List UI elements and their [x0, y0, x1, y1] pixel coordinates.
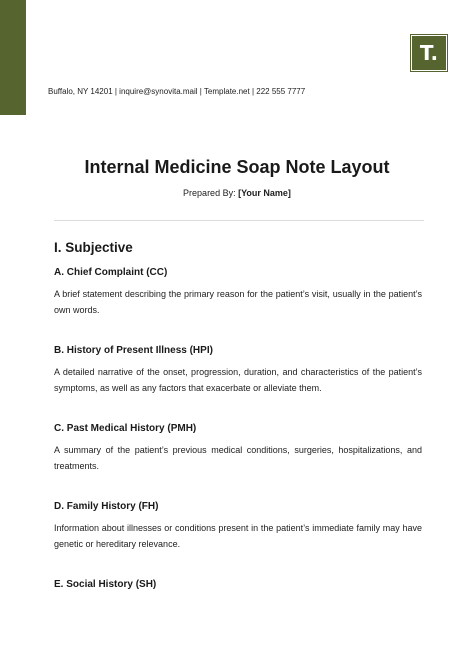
- contact-info: Buffalo, NY 14201 | inquire@synovita.mail | Template.net | 222 555 7777: [48, 87, 306, 96]
- prepared-by-label: Prepared By:: [183, 188, 236, 198]
- document-title: Internal Medicine Soap Note Layout: [84, 157, 390, 177]
- subsection-title-chief-complaint: A. Chief Complaint (CC): [54, 267, 168, 278]
- prepared-by: [0, 188, 474, 198]
- subsection-title-social-history: E. Social History (SH): [54, 579, 157, 590]
- subsection-text-chief-complaint: A brief statement describing the primary reason for the patient’s visit, usually in the patient’s own words.: [54, 289, 422, 315]
- header-divider: [54, 220, 424, 221]
- side-accent-bar: [0, 0, 26, 115]
- subsection-text-pmh: A summary of the patient’s previous medical conditions, surgeries, hospitalizations, and treatments.: [54, 445, 422, 471]
- document-body: [54, 240, 422, 599]
- subsection-text-family-history: Information about illnesses or conditions present in the patient’s immediate family may have genetic or hereditary relevance.: [54, 523, 422, 549]
- logo-letter: T.: [419, 41, 439, 65]
- prepared-by-value: [Your Name]: [238, 188, 291, 198]
- template-logo: [411, 35, 447, 71]
- subsection-text-hpi: A detailed narrative of the onset, progression, duration, and characteristics of the patient’s symptoms, as well as any factors that exacerbate or alleviate them.: [54, 367, 422, 393]
- section-title: I. Subjective: [54, 240, 133, 255]
- subsection-title-family-history: D. Family History (FH): [54, 501, 159, 512]
- subsection-title-pmh: C. Past Medical History (PMH): [54, 423, 197, 434]
- subsection-title-hpi: B. History of Present Illness (HPI): [54, 345, 213, 356]
